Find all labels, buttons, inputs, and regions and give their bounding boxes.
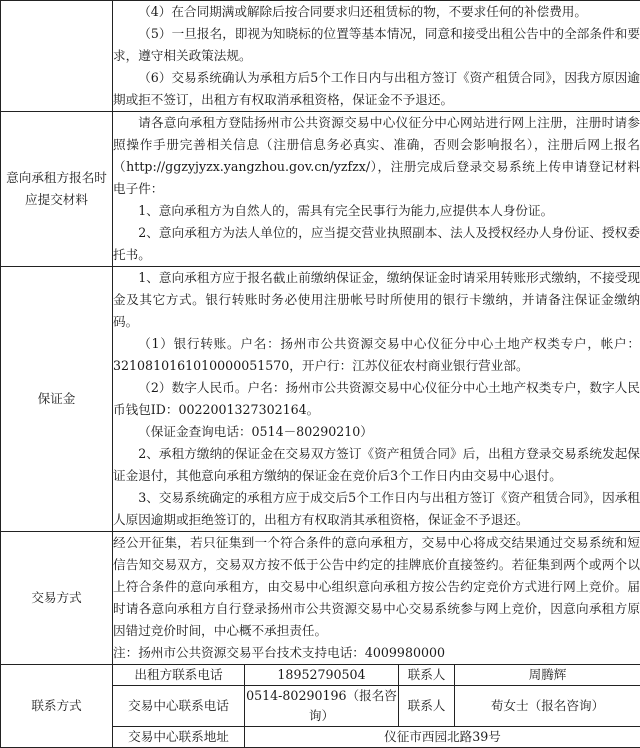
deposit-item-1: 1、意向承租方应于报名截止前缴纳保证金，缴纳保证金时请采用转账形式缴纳，不接受现金及其它方式。银行转账时务必使用注册帐号时所使用的银行卡缴纳，并请备注保证金缴纳码。 [113, 267, 640, 333]
lessor-contact-label: 联系人 [399, 665, 455, 686]
deposit-item-2: 2、承租方缴纳的保证金在交易双方签订《资产租赁合同》后，出租方登录交易系统发起保证金退付，其他意向承租方缴纳的保证金在竞价后3个工作日内由交易中心退付。 [113, 443, 640, 487]
center-address-label: 交易中心联系地址 [113, 727, 245, 748]
method-support-note: 注：扬州市公共资源交易平台技术支持电话：4009980000 [113, 642, 640, 664]
materials-label: 意向承租方报名时应提交材料 [1, 112, 113, 267]
materials-item-1: 1、意向承租方为自然人的，需具有完全民事行为能力,应提供本人身份证。 [113, 200, 640, 222]
materials-item-2: 2、意向承租方为法人单位的，应当提交营业执照副本、法人及授权经办人身份证、授权委托书。 [113, 222, 640, 266]
contact-row-lessor [1, 665, 640, 686]
deposit-item-3: 3、交易系统确定的承租方应于成交后5个工作日内与出租方签订《资产租赁合同》，因承租人原因逾期或拒绝签订的，出租方有权取消其承租资格，保证金不予退还。 [113, 487, 640, 531]
rules-tail-row [1, 1, 640, 112]
materials-row [1, 112, 640, 267]
contact-label: 联系方式 [1, 665, 113, 748]
deposit-query-phone: （保证金查询电话：0514－80290210） [113, 421, 640, 443]
center-phone: 0514-80290196（报名咨询） [245, 686, 399, 727]
deposit-row [1, 267, 640, 532]
center-address: 仪征市西园北路39号 [245, 727, 640, 748]
center-contact: 荀女士（报名咨询） [455, 686, 640, 727]
rules-tail-cell [113, 1, 640, 112]
rule-item-5: （5）一旦报名，即视为知晓标的位置等基本情况，同意和接受出租公告中的全部条件和要求，遵守相关政策法规。 [113, 23, 640, 67]
materials-intro: 请各意向承租方登陆扬州市公共资源交易中心仪征分中心网站进行网上注册，注册时请参照操作手册完善相关信息（注册信息务必真实、准确，否则会影响报名），注册后网上报名（http://ggzyjyzx.yangzhou.gov.cn/yzfzx/），注册完成后登录交易系统上传申请登记材料电子件： [113, 112, 640, 200]
method-row [1, 532, 640, 665]
lessor-phone: 18952790504 [245, 665, 399, 686]
method-description: 经公开征集，若只征集到一个符合条件的意向承租方，交易中心将成交结果通过交易系统和短信告知交易双方，交易双方按不低于公告中约定的挂牌底价直接签约。若征集到两个或两个以上符合条件的意向承租方，由交易中心组织意向承租方按公告约定竞价方式进行网上竞价。届时请各意向承租方自行登录扬州市公共资源交易中心交易系统参与网上竞价，因意向承租方原因错过竞价时间，中心概不承担责任。 [113, 532, 640, 642]
rule-item-6: （6）交易系统确认为承租方后5个工作日内与出租方签订《资产租赁合同》，因我方原因逾期或拒不签订，出租方有权取消承租资格，保证金不予退还。 [113, 67, 640, 111]
deposit-label: 保证金 [1, 267, 113, 532]
center-contact-label: 联系人 [399, 686, 455, 727]
materials-cell [113, 112, 640, 267]
lessor-phone-label: 出租方联系电话 [113, 665, 245, 686]
rule-item-4: （4）在合同期满或解除后按合同要求归还租赁标的物，不要求任何的补偿费用。 [113, 1, 640, 23]
deposit-digital-rmb: （2）数字人民币。户名：扬州市公共资源交易中心仪征分中心土地产权类专户，数字人民币钱包ID：0022001327302164。 [113, 377, 640, 421]
rules-tail-label-cell [1, 1, 113, 112]
center-phone-label: 交易中心联系电话 [113, 686, 245, 727]
lessor-contact: 周腾辉 [455, 665, 640, 686]
deposit-cell [113, 267, 640, 532]
method-label: 交易方式 [1, 532, 113, 665]
method-cell [113, 532, 640, 665]
deposit-bank-transfer: （1）银行转账。户名：扬州市公共资源交易中心仪征分中心土地产权类专户，帐户：3210810161010000051570，开户行：江苏仪征农村商业银行营业部。 [113, 333, 640, 377]
